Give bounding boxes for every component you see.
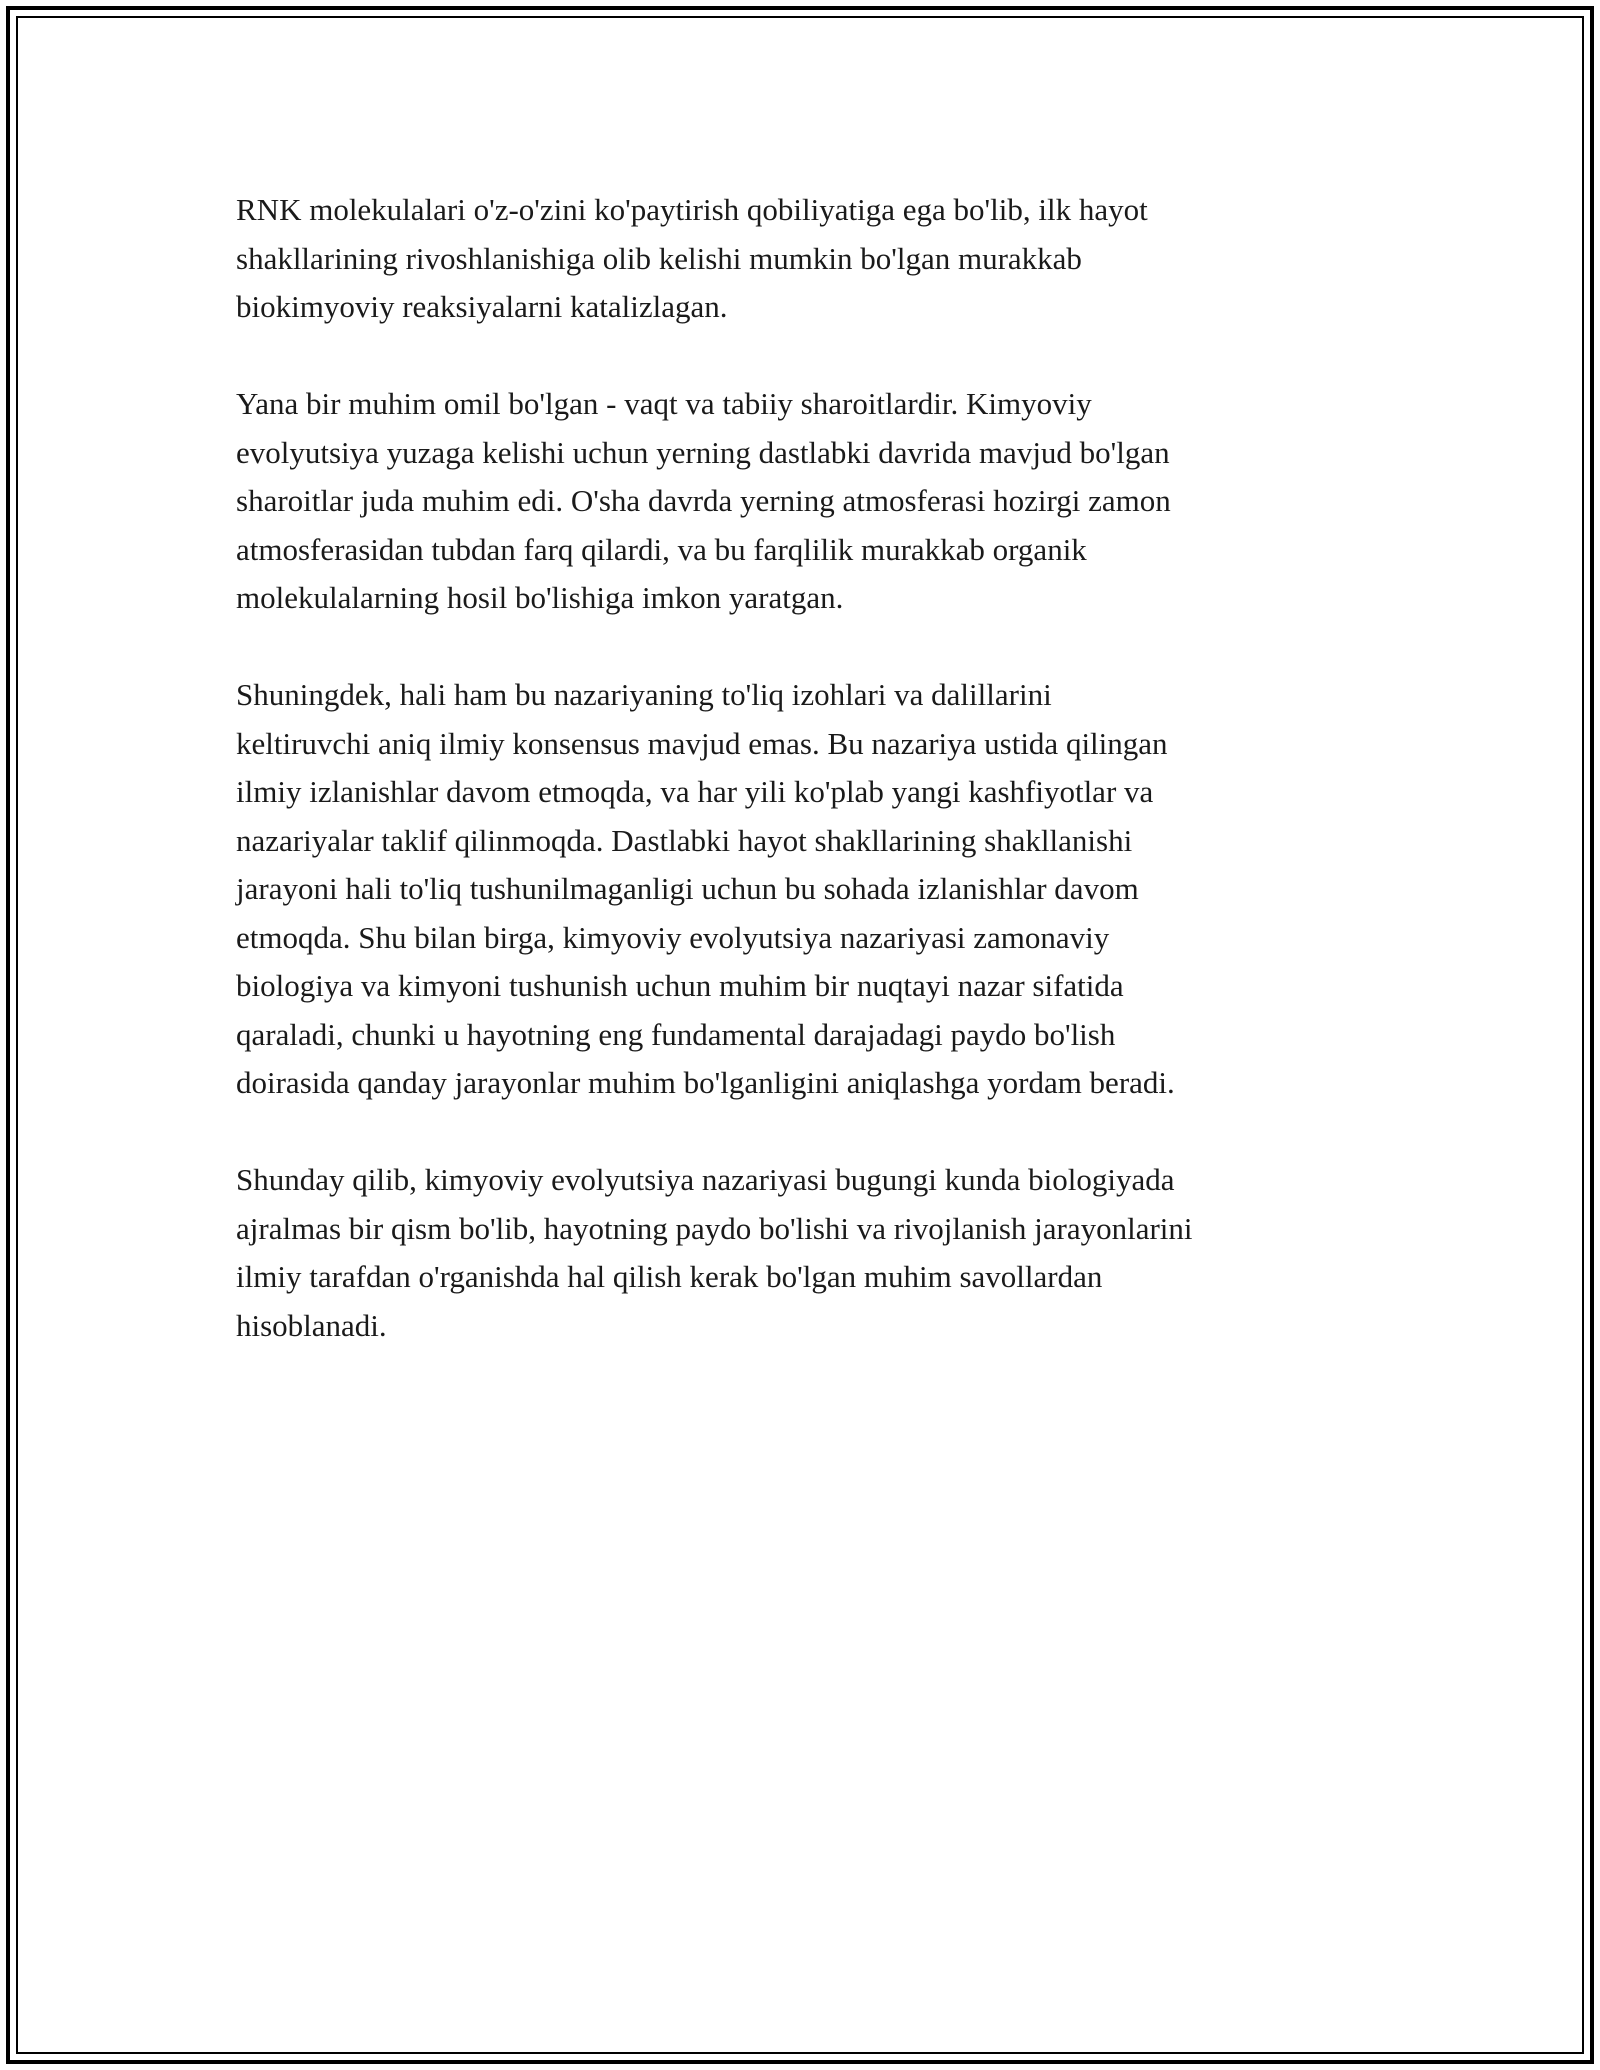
text-line: jarayoni hali to'liq tushunilmaganligi uchun bu sohada izlanishlar davom [236, 871, 1139, 906]
text-line: nazariyalar taklif qilinmoqda. Dastlabki hayot shakllarining shakllanishi [236, 822, 1133, 858]
text-line: RNK molekulalari o'z-o'zini ko'paytirish qobiliyatiga ega bo'lib, ilk hayot [236, 192, 1148, 227]
paragraph-rnk-molecules [236, 186, 1376, 332]
text-line: biokimyoviy reaksiyalarni katalizlagan. [236, 289, 728, 324]
text-line: etmoqda. Shu bilan birga, kimyoviy evolyutsiya nazariyasi zamonaviy [236, 919, 1110, 955]
text-line: atmosferasidan tubdan farq qilardi, va bu farqlilik murakkab organik [236, 531, 1087, 567]
text-line: biologiya va kimyoni tushunish uchun muhim bir nuqtayi nazar sifatida [236, 968, 1124, 1003]
text-line: doirasida qanday jarayonlar muhim bo'lganligini aniqlashga yordam beradi. [236, 1065, 1175, 1100]
paragraph-time-and-conditions [236, 380, 1376, 623]
text-line: sharoitlar juda muhim edi. O'sha davrda yerning atmosferasi hozirgi zamon [236, 483, 1171, 518]
text-line: keltiruvchi aniq ilmiy konsensus mavjud emas. Bu nazariya ustida qilingan [236, 725, 1168, 761]
text-line: evolyutsiya yuzaga kelishi uchun yerning dastlabki davrida mavjud bo'lgan [236, 434, 1170, 470]
text-line: hisoblanadi. [236, 1307, 387, 1343]
paragraph-scientific-consensus [236, 671, 1376, 1108]
text-line: qaraladi, chunki u hayotning eng fundamental darajadagi paydo bo'lish [236, 1016, 1116, 1052]
text-line: ilmiy izlanishlar davom etmoqda, va har yili ko'plab yangi kashfiyotlar va [236, 774, 1154, 809]
text-line: ajralmas bir qism bo'lib, hayotning paydo bo'lishi va rivojlanish jarayonlarini [236, 1210, 1193, 1246]
text-line: Shuningdek, hali ham bu nazariyaning to'liq izohlari va dalillarini [236, 677, 1052, 712]
paragraph-conclusion [236, 1156, 1376, 1350]
text-line: molekulalarning hosil bo'lishiga imkon yaratgan. [236, 580, 844, 615]
text-line: ilmiy tarafdan o'rganishda hal qilish kerak bo'lgan muhim savollardan [236, 1259, 1103, 1294]
text-line: shakllarining rivoshlanishiga olib kelishi mumkin bo'lgan murakkab [236, 240, 1082, 276]
text-line: Yana bir muhim omil bo'lgan - vaqt va tabiiy sharoitlardir. Kimyoviy [236, 386, 1092, 421]
text-line: Shunday qilib, kimyoviy evolyutsiya nazariyasi bugungi kunda biologiyada [236, 1162, 1175, 1197]
document-body [236, 186, 1376, 1399]
